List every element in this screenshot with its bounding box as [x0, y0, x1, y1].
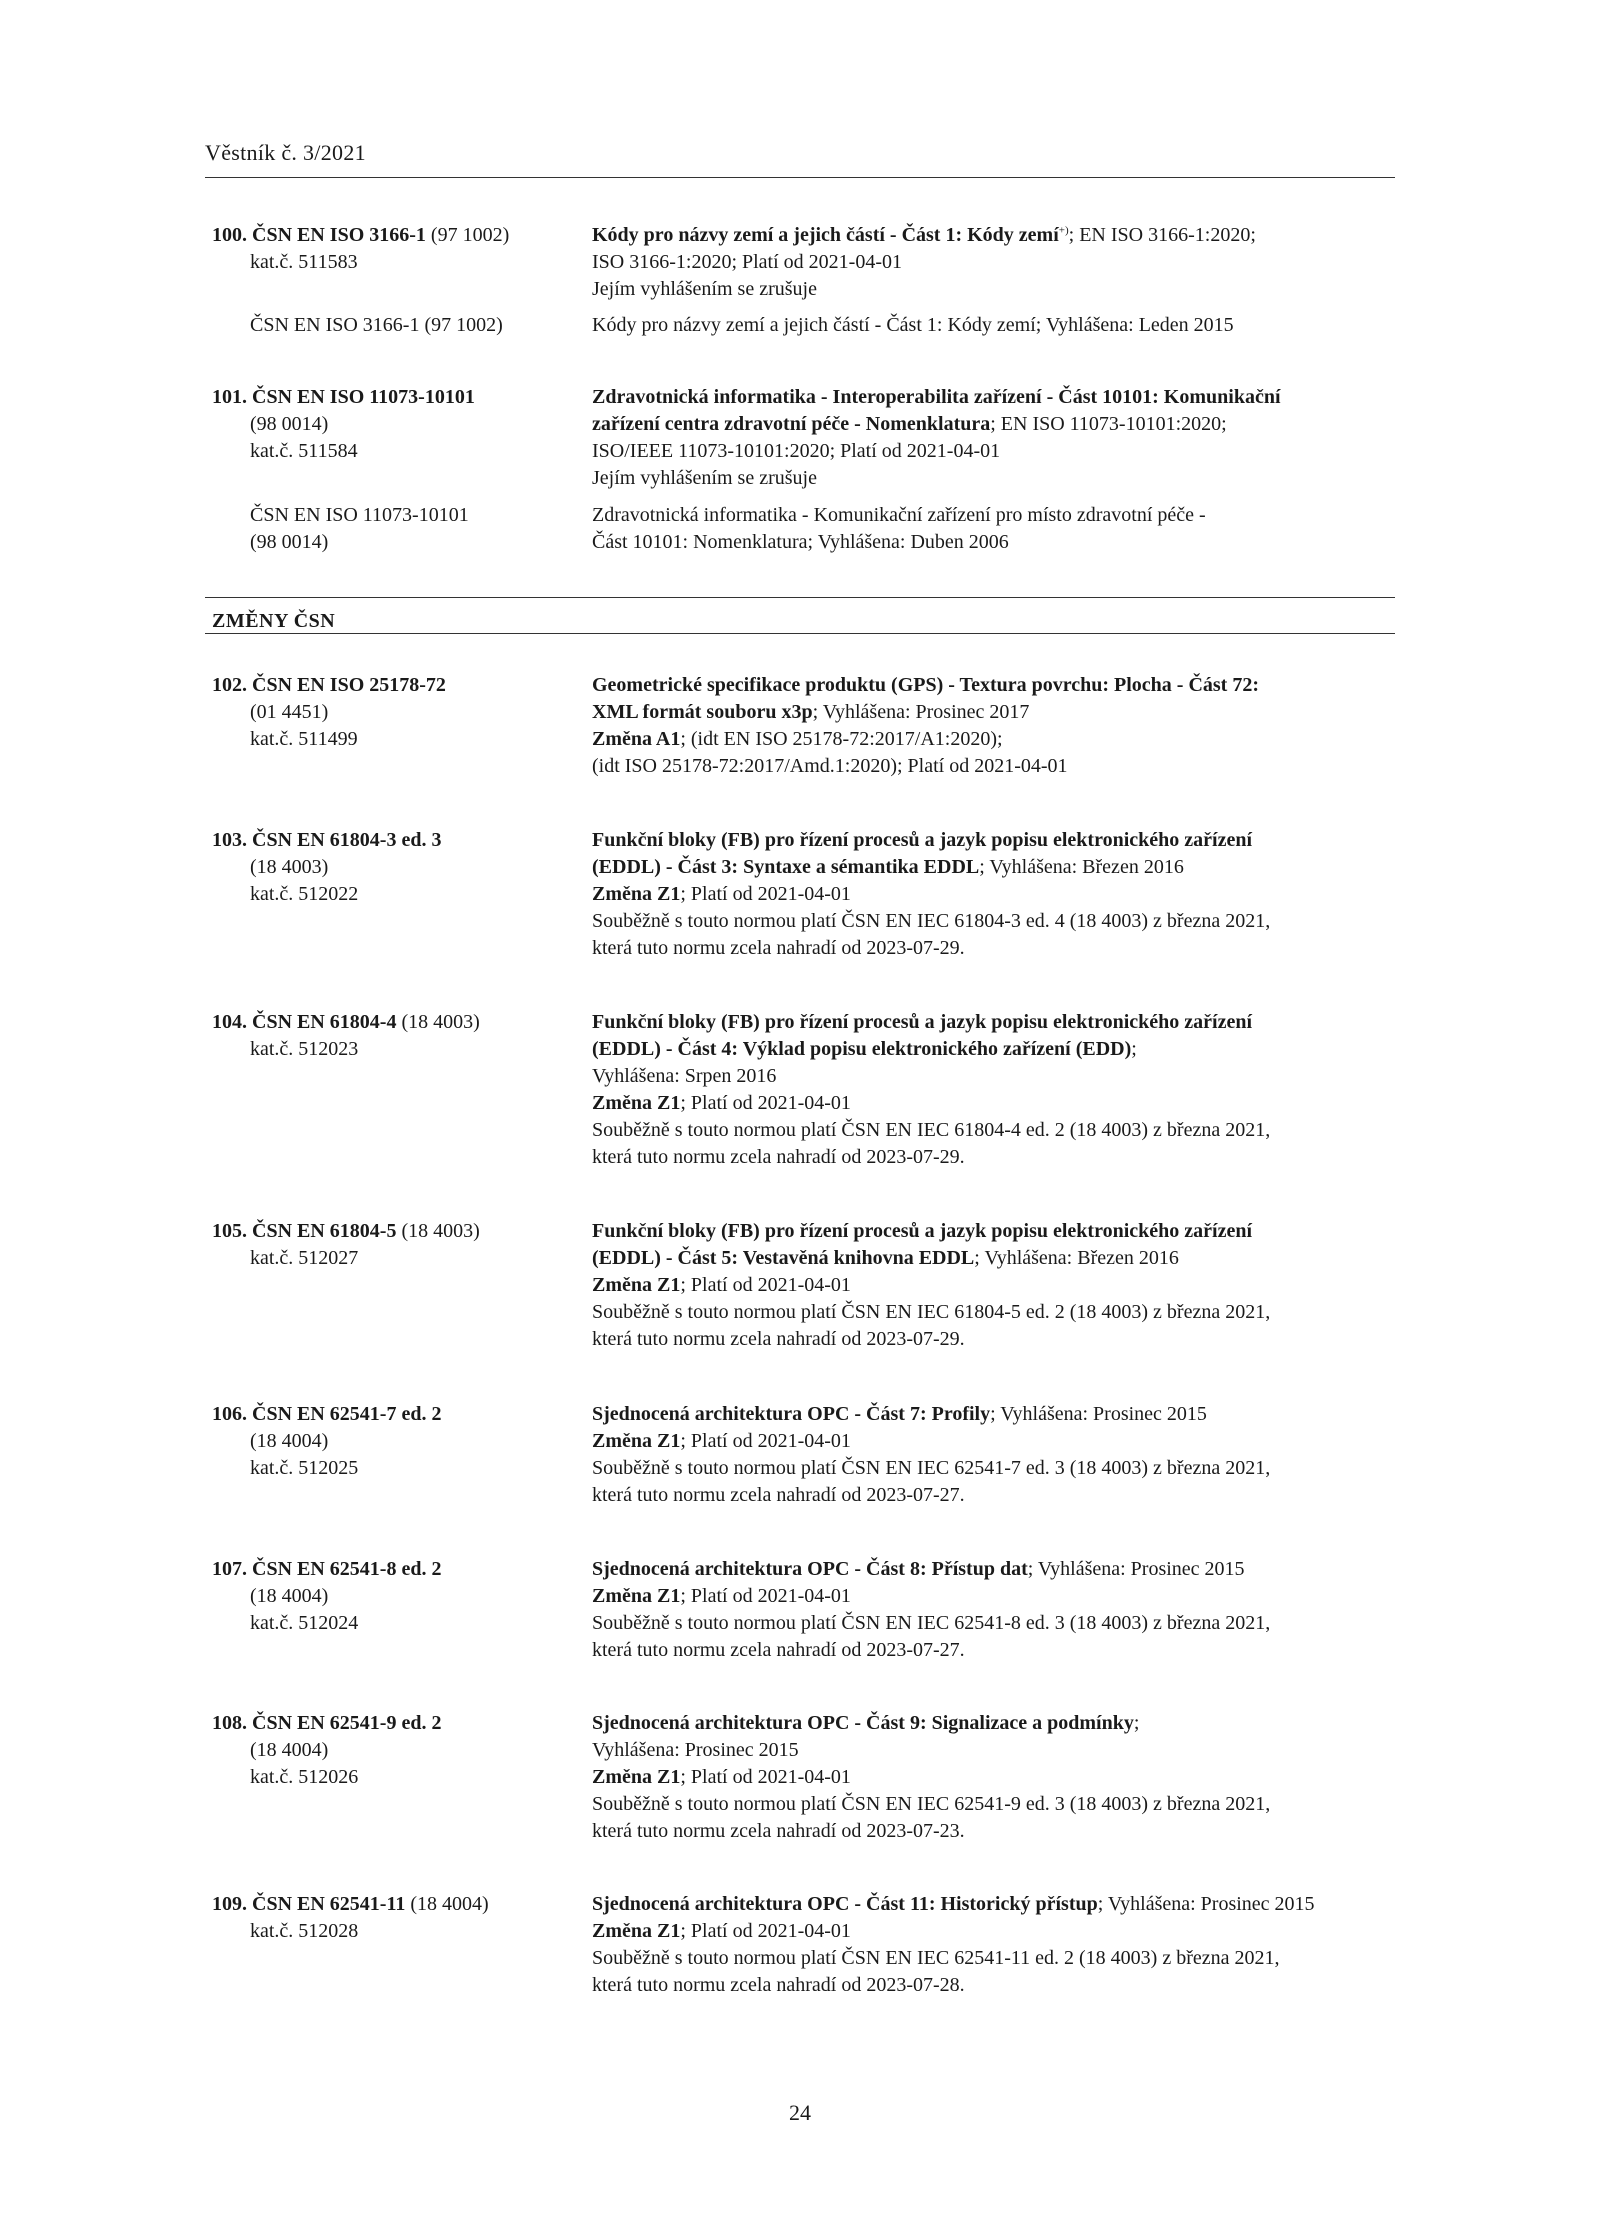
standard-details: ; EN ISO 3166-1:2020;	[1068, 224, 1256, 246]
entry-number: 100.	[212, 224, 247, 246]
change-label: Změna Z1	[592, 1766, 681, 1788]
standard-class: (98 0014)	[250, 413, 329, 435]
standard-title-line: XML formát souboru x3p	[592, 701, 813, 723]
entry-number: 107.	[212, 1558, 247, 1580]
withdrawal-note: Jejím vyhlášením se zrušuje	[592, 278, 817, 300]
standard-title-line: Funkční bloky (FB) pro řízení procesů a jazyk popisu elektronického zařízení	[592, 1011, 1253, 1033]
replacement-note: která tuto normu zcela nahradí od 2023-07-27.	[592, 1639, 965, 1661]
change-label: Změna Z1	[592, 1430, 681, 1452]
catalog-number: kat.č. 511584	[250, 440, 358, 462]
standard-class: (18 4003)	[250, 856, 329, 878]
catalog-number: kat.č. 512028	[250, 1920, 359, 1942]
standard-details: ;	[1131, 1038, 1137, 1060]
withdrawn-title: Kódy pro názvy zemí a jejich částí - Část 1: Kódy zemí; Vyhlášena: Leden 2015	[592, 314, 1234, 336]
standard-title-line: Sjednocená architektura OPC - Část 9: Signalizace a podmínky	[592, 1712, 1134, 1734]
replacement-note: která tuto normu zcela nahradí od 2023-07-23.	[592, 1820, 965, 1842]
standard-title-line: (EDDL) - Část 5: Vestavěná knihovna EDDL	[592, 1247, 975, 1269]
standard-code: ČSN EN 62541-8 ed. 2	[252, 1558, 442, 1580]
catalog-number: kat.č. 512024	[250, 1612, 359, 1634]
standard-details: ; Vyhlášena: Březen 2016	[974, 1247, 1179, 1269]
standard-title-line: Geometrické specifikace produktu (GPS) - Textura povrchu: Plocha - Část 72:	[592, 674, 1260, 696]
standard-details: ; Vyhlášena: Prosinec 2015	[1097, 1893, 1315, 1915]
change-label: Změna Z1	[592, 1274, 681, 1296]
catalog-number: kat.č. 512026	[250, 1766, 359, 1788]
change-details: ; Platí od 2021-04-01	[680, 1585, 851, 1607]
replacement-note: která tuto normu zcela nahradí od 2023-07-29.	[592, 1146, 965, 1168]
standard-details-line: ISO 3166-1:2020; Platí od 2021-04-01	[592, 251, 902, 273]
standard-details-line: Vyhlášena: Srpen 2016	[592, 1065, 777, 1087]
entry-number: 101.	[212, 386, 247, 408]
standard-details-line: Vyhlášena: Prosinec 2015	[592, 1739, 799, 1761]
replacement-note: která tuto normu zcela nahradí od 2023-07-29.	[592, 937, 965, 959]
change-details: ; Platí od 2021-04-01	[680, 1092, 851, 1114]
change-details: ; Platí od 2021-04-01	[680, 1430, 851, 1452]
replacement-note: Souběžně s touto normou platí ČSN EN IEC 62541-7 ed. 3 (18 4003) z března 2021,	[592, 1457, 1271, 1479]
withdrawn-code: ČSN EN ISO 11073-10101	[250, 504, 469, 526]
header-rule	[205, 177, 1395, 178]
standard-title-line: Sjednocená architektura OPC - Část 11: Historický přístup	[592, 1893, 1098, 1915]
standard-code: ČSN EN 62541-11	[252, 1893, 406, 1915]
withdrawal-note: Jejím vyhlášením se zrušuje	[592, 467, 817, 489]
change-label: Změna Z1	[592, 1920, 681, 1942]
standard-title: Kódy pro názvy zemí a jejich částí - Část 1: Kódy zemí	[592, 224, 1059, 246]
entry-left-col	[212, 222, 572, 276]
entry-number: 102.	[212, 674, 247, 696]
standard-code: ČSN EN ISO 3166-1	[252, 224, 426, 246]
standard-details-line: ISO/IEEE 11073-10101:2020; Platí od 2021-04-01	[592, 440, 1001, 462]
replacement-note: Souběžně s touto normou platí ČSN EN IEC 61804-3 ed. 4 (18 4003) z března 2021,	[592, 910, 1271, 932]
standard-class: (18 4004)	[250, 1585, 329, 1607]
standard-details: ; EN ISO 11073-10101:2020;	[990, 413, 1227, 435]
entry-number: 109.	[212, 1893, 247, 1915]
standard-title-line: Sjednocená architektura OPC - Část 7: Profily	[592, 1403, 991, 1425]
replacement-note: Souběžně s touto normou platí ČSN EN IEC 61804-5 ed. 2 (18 4003) z března 2021,	[592, 1301, 1271, 1323]
change-details-line: (idt ISO 25178-72:2017/Amd.1:2020); Platí od 2021-04-01	[592, 755, 1068, 777]
withdrawn-title: Část 10101: Nomenklatura; Vyhlášena: Duben 2006	[592, 531, 1009, 553]
standard-class: (97 1002)	[430, 224, 510, 246]
replacement-note: která tuto normu zcela nahradí od 2023-07-28.	[592, 1974, 965, 1996]
withdrawn-class: (98 0014)	[250, 531, 329, 553]
replacement-note: Souběžně s touto normou platí ČSN EN IEC 62541-11 ed. 2 (18 4003) z března 2021,	[592, 1947, 1280, 1969]
entry-number: 105.	[212, 1220, 247, 1242]
entry-right-col	[592, 222, 1392, 303]
replacement-note: která tuto normu zcela nahradí od 2023-07-29.	[592, 1328, 965, 1350]
entry-number: 104.	[212, 1011, 247, 1033]
catalog-number: kat.č. 511583	[250, 251, 358, 273]
page-number: 24	[789, 2100, 811, 2125]
replacement-note: která tuto normu zcela nahradí od 2023-07-27.	[592, 1484, 965, 1506]
footnote-mark: +)	[1058, 224, 1069, 237]
standard-title-line: (EDDL) - Část 3: Syntaxe a sémantika EDDL	[592, 856, 980, 878]
change-details: ; Platí od 2021-04-01	[680, 1274, 851, 1296]
standard-details: ; Vyhlášena: Prosinec 2015	[990, 1403, 1207, 1425]
entry-number: 106.	[212, 1403, 247, 1425]
catalog-number: kat.č. 511499	[250, 728, 358, 750]
change-label: Změna A1	[592, 728, 681, 750]
change-details: ; (idt EN ISO 25178-72:2017/A1:2020);	[680, 728, 1003, 750]
standard-code: ČSN EN 61804-5	[252, 1220, 397, 1242]
standard-code: ČSN EN 62541-7 ed. 2	[252, 1403, 442, 1425]
standard-details: ; Vyhlášena: Prosinec 2017	[812, 701, 1030, 723]
entry-number: 103.	[212, 829, 247, 851]
withdrawn-code: ČSN EN ISO 3166-1 (97 1002)	[250, 314, 503, 336]
section-rule-top	[205, 597, 1395, 598]
change-details: ; Platí od 2021-04-01	[680, 883, 851, 905]
change-details: ; Platí od 2021-04-01	[680, 1766, 851, 1788]
standard-class: (18 4004)	[250, 1430, 329, 1452]
standard-details: ; Vyhlášena: Březen 2016	[979, 856, 1184, 878]
change-details: ; Platí od 2021-04-01	[680, 1920, 851, 1942]
section-title: ZMĚNY ČSN	[212, 610, 336, 632]
replacement-note: Souběžně s touto normou platí ČSN EN IEC 61804-4 ed. 2 (18 4003) z března 2021,	[592, 1119, 1271, 1141]
standard-class: (01 4451)	[250, 701, 329, 723]
catalog-number: kat.č. 512025	[250, 1457, 359, 1479]
catalog-number: kat.č. 512023	[250, 1038, 359, 1060]
standard-code: ČSN EN 61804-4	[252, 1011, 397, 1033]
standard-title-line: (EDDL) - Část 4: Výklad popisu elektronického zařízení (EDD)	[592, 1038, 1132, 1060]
standard-code: ČSN EN ISO 11073-10101	[252, 386, 475, 408]
running-head: Věstník č. 3/2021	[205, 140, 366, 165]
standard-title-line: Zdravotnická informatika - Interoperabilita zařízení - Část 10101: Komunikační	[592, 386, 1281, 408]
catalog-number: kat.č. 512027	[250, 1247, 359, 1269]
change-label: Změna Z1	[592, 1092, 681, 1114]
catalog-number: kat.č. 512022	[250, 883, 359, 905]
replacement-note: Souběžně s touto normou platí ČSN EN IEC 62541-9 ed. 3 (18 4003) z března 2021,	[592, 1793, 1271, 1815]
standard-class: (18 4003)	[401, 1011, 480, 1033]
standard-title-line: Funkční bloky (FB) pro řízení procesů a jazyk popisu elektronického zařízení	[592, 829, 1253, 851]
standard-details: ;	[1133, 1712, 1140, 1734]
standard-title-line: Funkční bloky (FB) pro řízení procesů a jazyk popisu elektronického zařízení	[592, 1220, 1253, 1242]
change-label: Změna Z1	[592, 883, 681, 905]
change-label: Změna Z1	[592, 1585, 681, 1607]
standard-title-line: Sjednocená architektura OPC - Část 8: Přístup dat	[592, 1558, 1028, 1580]
standard-class: (18 4004)	[410, 1893, 489, 1915]
standard-details: ; Vyhlášena: Prosinec 2015	[1027, 1558, 1245, 1580]
standard-class: (18 4003)	[401, 1220, 480, 1242]
withdrawn-title: Zdravotnická informatika - Komunikační zařízení pro místo zdravotní péče -	[592, 504, 1206, 526]
standard-title-line: zařízení centra zdravotní péče - Nomenklatura	[592, 413, 991, 435]
standard-code: ČSN EN 61804-3 ed. 3	[252, 829, 442, 851]
section-rule-bottom	[205, 633, 1395, 634]
replacement-note: Souběžně s touto normou platí ČSN EN IEC 62541-8 ed. 3 (18 4003) z března 2021,	[592, 1612, 1271, 1634]
standard-code: ČSN EN ISO 25178-72	[252, 674, 446, 696]
standard-code: ČSN EN 62541-9 ed. 2	[252, 1712, 442, 1734]
standard-class: (18 4004)	[250, 1739, 329, 1761]
entry-number: 108.	[212, 1712, 247, 1734]
